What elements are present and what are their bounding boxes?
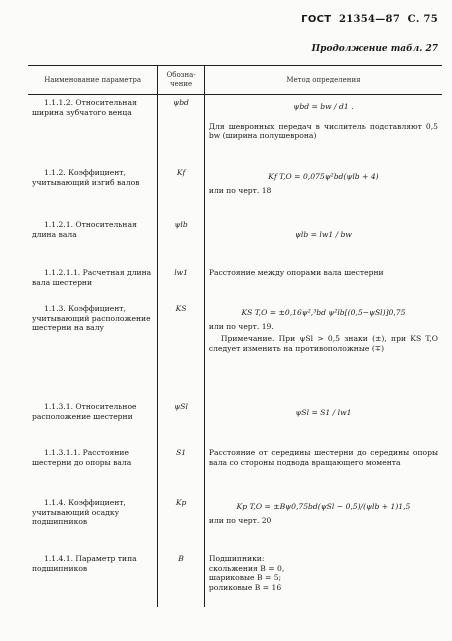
gost-number: 21354—87 <box>338 14 401 25</box>
column-header-name: Наименование параметра <box>28 66 158 95</box>
param-method: Расстояние от середины шестерни до середины опоры вала со стороны подвода вращающего момента <box>208 448 438 467</box>
param-name: 1.1.3. Коэффициент, учитывающий расположение шестерни на валу <box>32 304 151 333</box>
table-row <box>28 445 442 495</box>
table-row <box>28 217 442 265</box>
param-symbol: S1 <box>158 445 205 495</box>
param-name: 1.1.2.1.1. Расчетная длина вала шестерни <box>32 268 152 287</box>
table-row <box>28 165 442 217</box>
column-header-symbol: Обозна- чение <box>158 66 205 95</box>
param-name: 1.1.3.1. Относительное расположение шестерни <box>32 402 137 421</box>
param-formula: Kf T,O = 0,075ψ²bd(ψlb + 4) <box>268 172 379 181</box>
param-formula: ψbd = bw / d1 . <box>293 102 354 111</box>
param-name: 1.1.1.2. Относительная ширина зубчатого венца <box>32 98 137 117</box>
gost-label: ГОСТ <box>301 14 332 25</box>
table-row <box>28 301 442 399</box>
param-symbol: ψlb <box>158 217 205 265</box>
param-method: Расстояние между опорами вала шестерни <box>208 268 384 277</box>
table-row <box>28 495 442 551</box>
page-header <box>301 14 438 25</box>
param-symbol: KS <box>158 301 205 399</box>
param-symbol: ψbd <box>158 95 205 166</box>
param-formula: ψlb = lw1 / bw <box>294 230 352 239</box>
param-method: или по черт. 18 <box>208 185 272 195</box>
param-symbol: Kp <box>158 495 205 551</box>
page-number: С. 75 <box>407 14 438 25</box>
param-name: 1.1.3.1.1. Расстояние шестерни до опоры вала <box>32 448 132 467</box>
param-formula: Kp T,O = ±Bψ0,75bd(ψSl − 0,5)/(ψlb + 1)1,5 <box>236 502 411 511</box>
param-symbol: Kf <box>158 165 205 217</box>
table-row <box>28 551 442 607</box>
table-continuation-label: Продолжение табл. 27 <box>311 44 438 54</box>
param-method: Подшипники: скольжения B = 0, шариковые B = 5; роликовые B = 16 <box>208 554 285 593</box>
table-row <box>28 399 442 445</box>
param-method: Для шевронных передач в числитель подставляют 0,5 bw (ширина полушеврона) <box>208 121 438 141</box>
param-formula: KS T,O = ±0,16ψ²,³bd ψ²lb[(0,5−ψSl)]0,75 <box>241 308 406 317</box>
param-note: Примечание. При ψSl > 0,5 знаки (±), при KS T,O следует изменить на противоположные (∓) <box>208 334 438 354</box>
table-row <box>28 265 442 301</box>
param-symbol: lw1 <box>158 265 205 301</box>
param-name: 1.1.4. Коэффициент, учитывающий осадку подшипников <box>32 498 126 527</box>
param-symbol: ψSl <box>158 399 205 445</box>
param-name: 1.1.2. Коэффициент, учитывающий изгиб валов <box>32 168 140 187</box>
param-symbol: B <box>158 551 205 607</box>
parameters-table <box>28 65 442 607</box>
param-method: или по черт. 19. <box>208 321 274 331</box>
param-formula: ψSl = S1 / lw1 <box>295 408 352 417</box>
param-name: 1.1.2.1. Относительная длина вала <box>32 220 137 239</box>
param-method: или по черт. 20 <box>208 515 272 525</box>
column-header-method: Метод определения <box>204 66 442 95</box>
table-row <box>28 95 442 166</box>
param-name: 1.1.4.1. Параметр типа подшипников <box>32 554 137 573</box>
